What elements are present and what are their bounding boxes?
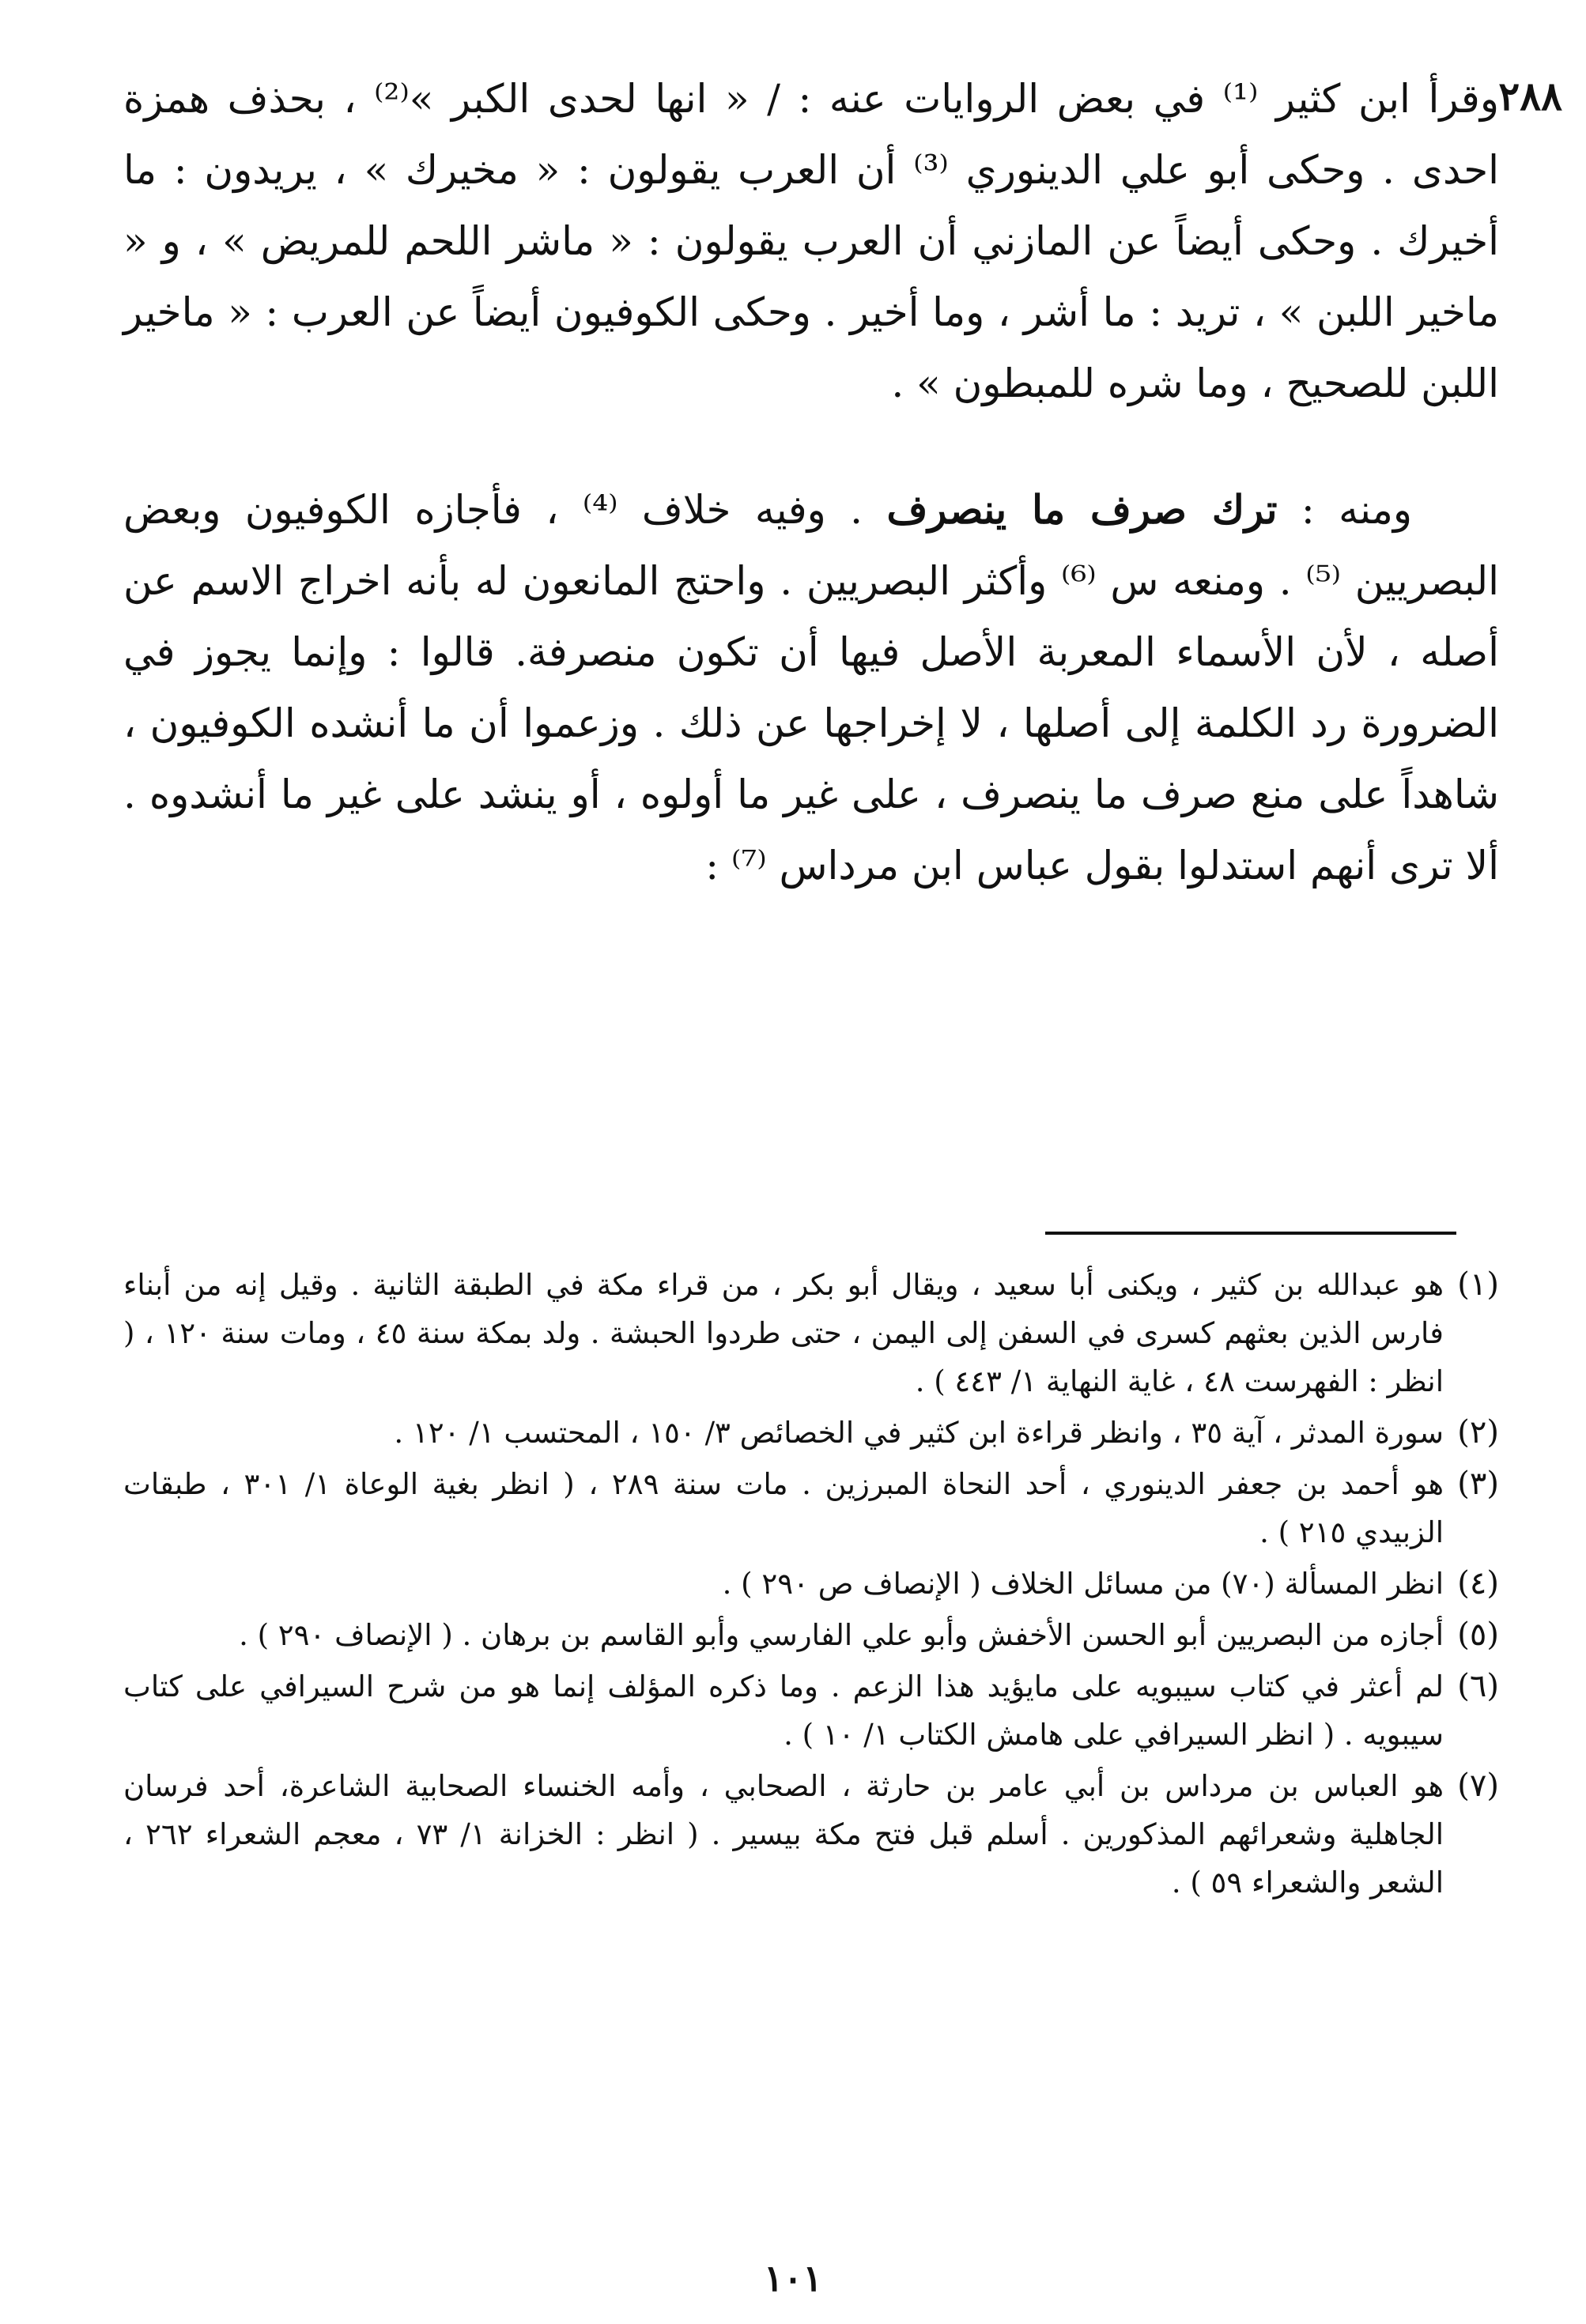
footnote-6: [123, 1662, 1499, 1759]
footnote-text: انظر المسألة (٧٠) من مسائل الخلاف ( الإنصاف ص ٢٩٠ ) .: [722, 1567, 1444, 1601]
footnote-text: هو العباس بن مرداس بن أبي عامر بن حارثة ، الصحابي ، وأمه الخنساء الصحابية الشاعرة، أحد فرسان الجاهلية وشعرائهم المذكورين . أسلم قبل فتح مكة بيسير . ( انظر : الخزانة ١/ ٧٣ ، معجم الشعراء ٢٦٢ ، الشعر والشعراء ٥٩ ) .: [123, 1769, 1444, 1900]
footnote-text: سورة المدثر ، آية ٣٥ ، وانظر قراءة ابن كثير في الخصائص ٣/ ١٥٠ ، المحتسب ١/ ١٢٠ .: [394, 1416, 1444, 1450]
footnote-number: (٢): [1457, 1414, 1499, 1451]
footnote-text: أجازه من البصريين أبو الحسن الأخفش وأبو علي الفارسي وأبو القاسم بن برهان . ( الإنصاف ٢٩٠ ) .: [239, 1618, 1444, 1652]
footnotes: [123, 1261, 1499, 1910]
page-number: ١٠١: [763, 2257, 823, 2299]
footnote-text: هو عبدالله بن كثير ، ويكنى أبا سعيد ، ويقال أبو بكر ، من قراء مكة في الطبقة الثانية . وقيل إنه من أبناء فارس الذين بعثهم كسرى في السفن إلى اليمن ، حتى طردوا الحبشة . ولد بمكة سنة ٤٥ ، ومات سنة ١٢٠ ، ( انظر : الفهرست ٤٨ ، غاية النهاية ١/ ٤٤٣ ) .: [123, 1268, 1444, 1398]
footnote-number: (٧): [1457, 1768, 1499, 1804]
footnote-number: (٣): [1457, 1466, 1499, 1502]
footnote-text: هو أحمد بن جعفر الدينوري ، أحد النحاة المبرزين . مات سنة ٢٨٩ ، ( انظر بغية الوعاة ١/ ٣٠١ ، طبقات الزبيدي ٢١٥ ) .: [123, 1467, 1444, 1549]
footnote-text: لم أعثر في كتاب سيبويه على مايؤيد هذا الزعم . وما ذكره المؤلف إنما هو من شرح السيرافي على كتاب سيبويه . ( انظر السيرافي على هامش الكتاب ١/ ١٠ ) .: [123, 1669, 1444, 1752]
footnote-4: [123, 1560, 1499, 1608]
footnote-number: (٦): [1457, 1668, 1499, 1704]
footnote-1: [123, 1261, 1499, 1405]
main-text-body: [123, 63, 1499, 901]
footnote-5: [123, 1611, 1499, 1659]
footnote-2: [123, 1409, 1499, 1457]
paragraph-2-bold-heading: ترك صرف ما ينصرف: [886, 486, 1278, 533]
footnote-3: [123, 1460, 1499, 1556]
footnote-number: (١): [1457, 1266, 1499, 1303]
footnote-number: (٥): [1457, 1617, 1499, 1653]
footnote-number: (٤): [1457, 1565, 1499, 1602]
margin-page-reference: ٢٨٨: [1498, 73, 1562, 119]
footnote-separator: [1045, 1232, 1456, 1235]
footnote-7: [123, 1762, 1499, 1907]
paragraph-2: [123, 474, 1499, 901]
paragraph-2-lead: ومنه :: [1277, 487, 1412, 533]
paragraph-2-rest: . وفيه خلاف ⁽⁴⁾ ، فأجازه الكوفيون وبعض البصريين ⁽⁵⁾ . ومنعه س ⁽⁶⁾ وأكثر البصريين . واحتج المانعون له بأنه اخراج الاسم عن أصله ، لأن الأسماء المعربة الأصل فيها أن تكون منصرفة. قالوا : وإنما يجوز في الضرورة رد الكلمة إلى أصلها ، لا إخراجها عن ذلك . وزعموا أن ما أنشده الكوفيون ، شاهداً على منع صرف ما ينصرف ، على غير ما أولوه ، أو ينشد على غير ما أنشدوه . ألا ترى أنهم استدلوا بقول عباس ابن مرداس ⁽⁷⁾ :: [123, 487, 1500, 888]
paragraph-1: وقرأ ابن كثير ⁽¹⁾ في بعض الروايات عنه : / « انها لحدى الكبر »⁽²⁾ ، بحذف همزة احدى . وحكى أبو علي الدينوري ⁽³⁾ أن العرب يقولون : « مخيرك » ، يريدون : ما أخيرك . وحكى أيضاً عن المازني أن العرب يقولون : « ماشر اللحم للمريض » ، و « ماخير اللبن » ، تريد : ما أشر ، وما أخير . وحكى الكوفيون أيضاً عن العرب : « ماخير اللبن للصحيح ، وما شره للمبطون » .: [123, 76, 1499, 406]
